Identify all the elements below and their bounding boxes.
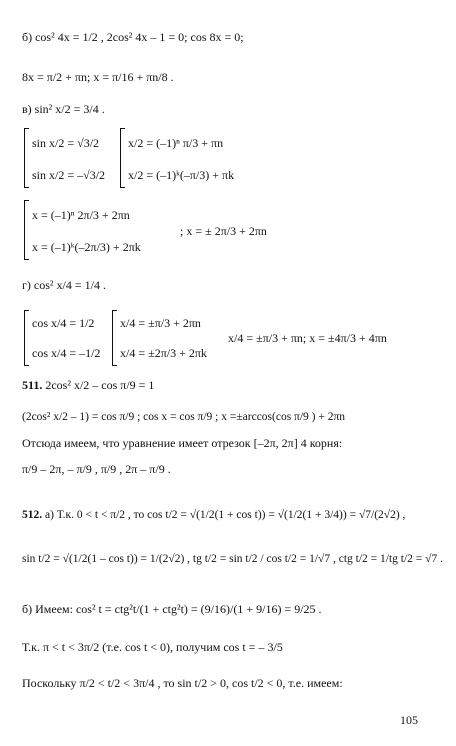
line-511-conclusion: Отсюда имеем, что уравнение имеет отрезок [–2π, 2π] 4 корня: [22, 436, 343, 450]
system-cos [24, 310, 25, 366]
line-v-eq: в) sin² x/2 = 3/4 . [22, 102, 105, 116]
line-x-k: x = (–1)ᵏ(–2π/3) + 2πk [32, 240, 141, 254]
line-cos-pos: cos x/4 = 1/2 [32, 316, 95, 330]
line-512-cos: Т.к. π < t < 3π/2 (т.е. cos t < 0), получим cos t = – 3/5 [22, 640, 283, 654]
system-sin [24, 128, 25, 188]
problem-512-number: 512. [22, 509, 43, 521]
line-x4-result: x/4 = ±π/3 + πn; x = ±4π/3 + 4πn [228, 331, 387, 345]
line-x-n: x = (–1)ⁿ 2π/3 + 2πn [32, 208, 130, 222]
system-x [24, 200, 25, 260]
line-cos-neg: cos x/4 = –1/2 [32, 346, 101, 360]
line-x-result: ; x = ± 2π/3 + 2πn [180, 224, 267, 238]
line-512-sin: sin t/2 = √(1/2(1 – cos t)) = 1/(2√2) , tg t/2 = sin t/2 / cos t/2 = 1/√7 , ctg t/2 = 1/tg t/2 = √7 . [22, 553, 443, 565]
line-g-eq: г) cos² x/4 = 1/4 . [22, 278, 106, 292]
page-number: 105 [400, 713, 418, 727]
line-x2-n: x/2 = (–1)ⁿ π/3 + πn [128, 136, 224, 150]
problem-511-number: 511. [22, 378, 43, 392]
line-512-since: Поскольку π/2 < t/2 < 3π/4 , то sin t/2 > 0, cos t/2 < 0, т.е. имеем: [22, 676, 343, 690]
problem-512-text: а) Т.к. 0 < t < π/2 , то cos t/2 = √(1/2(1 + cos t)) = √(1/2(1 + 3/4)) = √7/(2√2) , [45, 509, 406, 521]
system-x2 [120, 128, 121, 188]
problem-511-text: 2cos² x/2 – cos π/9 = 1 [45, 378, 155, 392]
line-x4-n: x/4 = ±π/3 + 2πn [120, 316, 201, 330]
line-x2-k: x/2 = (–1)ᵏ(–π/3) + πk [128, 168, 235, 182]
line-8x: 8x = π/2 + πn; x = π/16 + πn/8 . [22, 70, 174, 84]
line-x4-k: x/4 = ±2π/3 + 2πk [120, 346, 207, 360]
system-x4 [112, 310, 113, 366]
line-512-b: б) Имеем: cos² t = ctg²t/(1 + ctg²t) = (9/16)/(1 + 9/16) = 9/25 . [22, 602, 322, 616]
line-sin-neg: sin x/2 = –√3/2 [32, 168, 106, 182]
line-sin-pos: sin x/2 = √3/2 [32, 136, 100, 150]
line-511-solution: (2cos² x/2 – 1) = cos π/9 ; cos x = cos π/9 ; x =±arccos(cos π/9 ) + 2πn [22, 411, 346, 423]
problem-512 [22, 508, 405, 522]
line-b-eq: б) cos² 4x = 1/2 , 2cos² 4x – 1 = 0; cos 8x = 0; [22, 30, 244, 44]
line-511-roots: π/9 – 2π, – π/9 , π/9 , 2π – π/9 . [22, 462, 171, 476]
problem-511 [22, 378, 154, 392]
